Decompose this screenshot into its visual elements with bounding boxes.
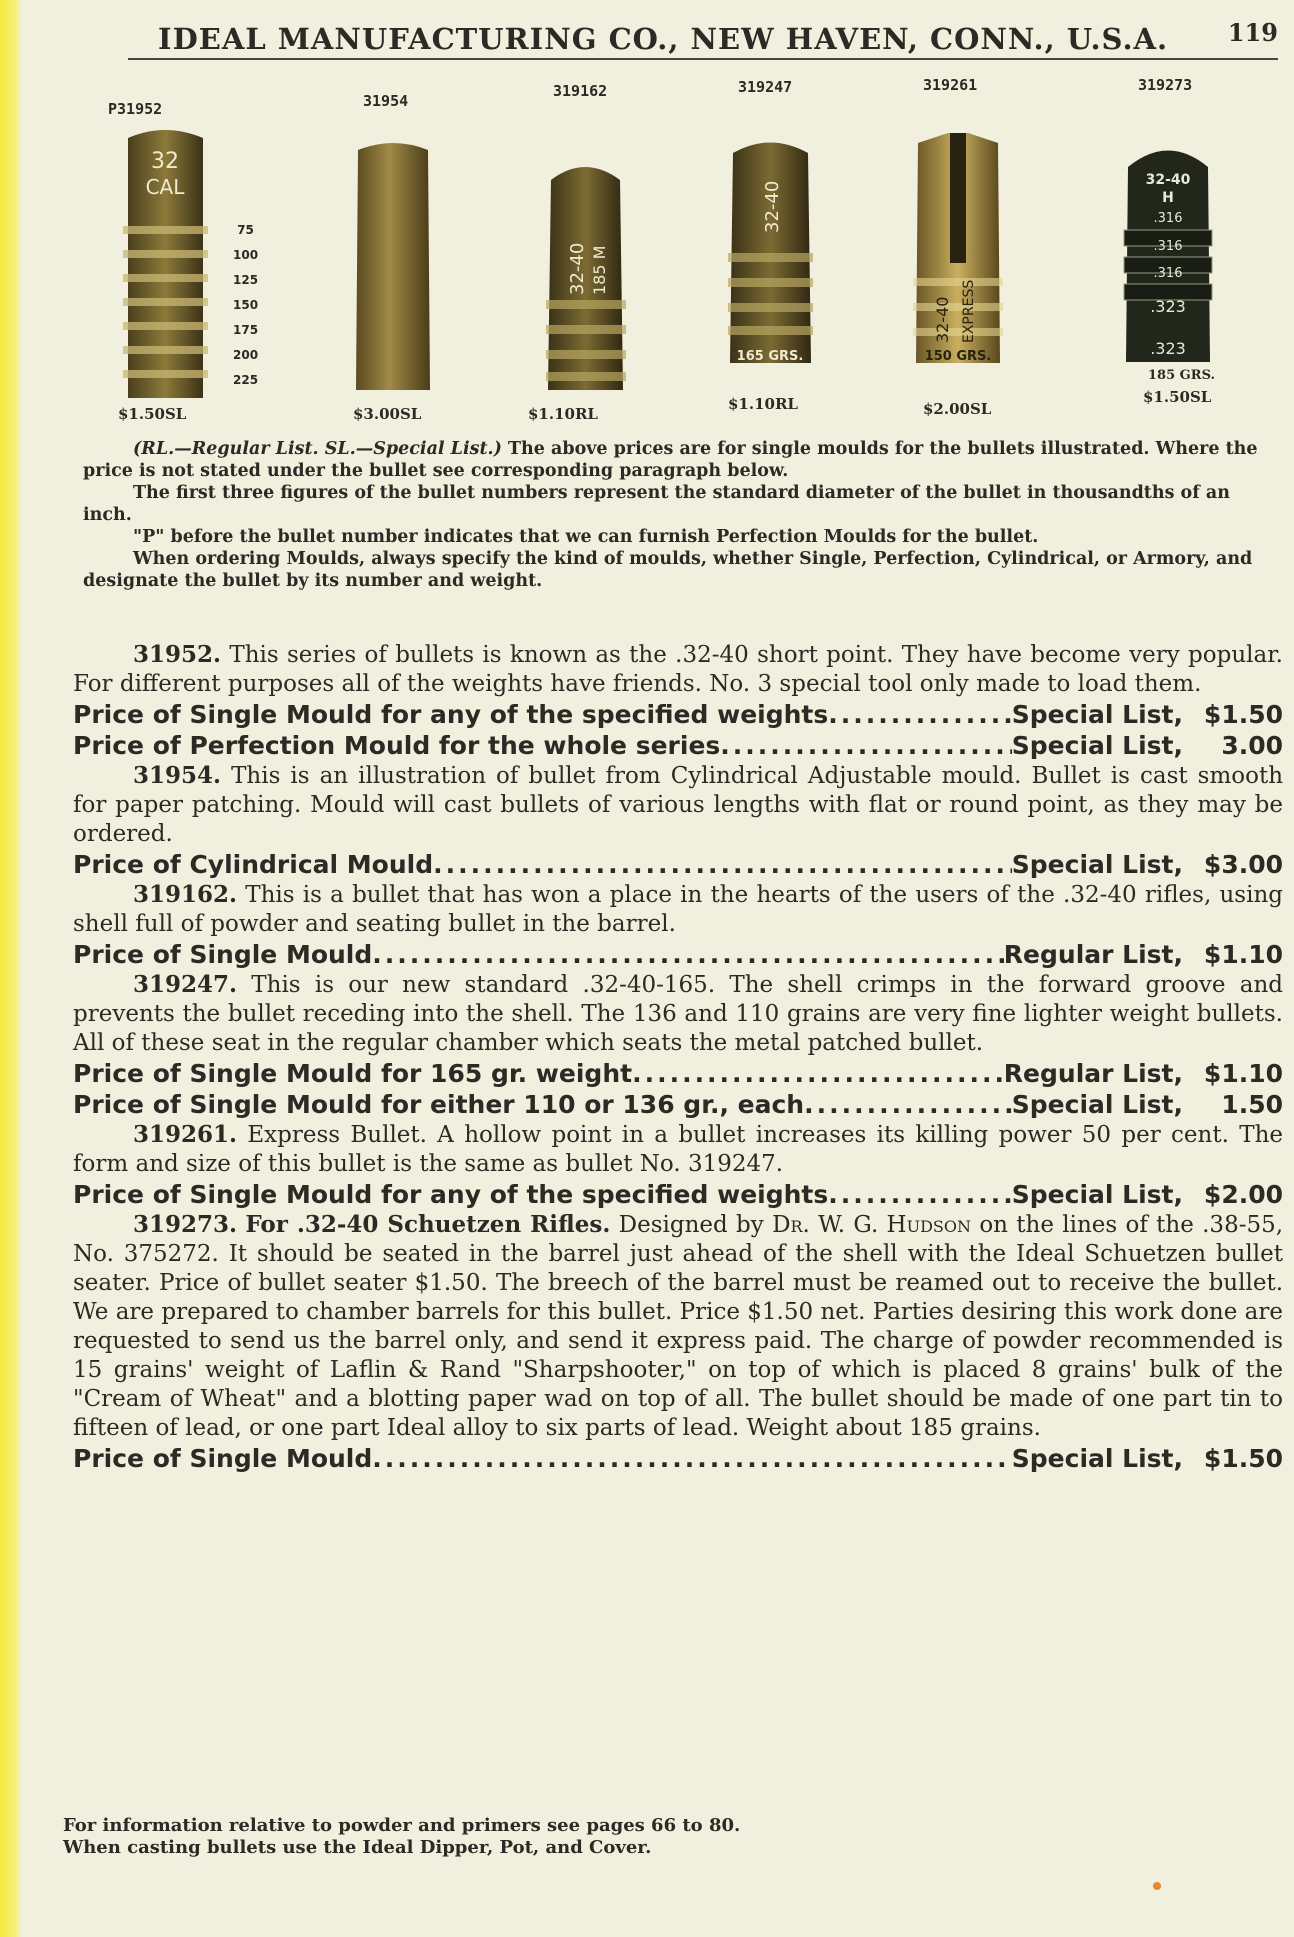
bullet-marking: EXPRESS [961,279,977,343]
section-heading: For .32-40 Schuetzen Rifles. [245,1211,611,1238]
section-text: This series of bullets is known as the .32-40 short point. They have become very popular. For different purposes all of the weights have friends. No. 3 special tool only made to load them. [73,642,1283,697]
weight-label: 175 [233,323,259,337]
bullet-image [908,128,1008,368]
weight-label: 125 [233,273,259,287]
bullet-marking: 32-40 [1145,172,1191,188]
section-text: Express Bullet. A hollow point in a bullet increases its killing power 50 per cent. The form and size of this bullet is the same as bullet No. 319247. [73,1122,1283,1177]
bullet-marking: CAL [145,175,185,199]
price-line: Price of Single Mould for either 110 or 136 gr., each ..... Special List, 1.50 [73,1089,1283,1120]
section-text: on the lines of the .38-55, No. 375272. It should be seated in the barrel just ahead of the shell with the Ideal Schuetzen bullet seater. Price of bullet seater $1.50. The breech of the barrel must be reamed out to receive the bullet. We are prepared to chamber barrels for this bullet. Price $1.50 net. Parties desiring this work done are requested to send us the barrel only, and send it express paid. The charge of powder recommended is 15 grains' weight of Laflin & Rand "Sharpshooter," on top of which is placed 8 grains' bulk of the "Cream of Wheat" and a blotting paper wad on top of all. The bullet should be made of one part tin to fifteen of lead, or one part Ideal alloy to six parts of lead. Weight about 185 grains. [73,1212,1284,1441]
price-legend [83,438,1273,592]
page-title: IDEAL MANUFACTURING CO., NEW HAVEN, CONN., U.S.A. [158,22,1169,56]
legend-text: "P" before the bullet number indicates that we can furnish Perfection Moulds for the bullet. [133,527,1039,547]
weight-label: 100 [233,248,259,262]
weight-label: 225 [233,373,259,387]
bullet-number: 319247 [738,78,793,96]
bullet-number: 319273 [1138,76,1193,94]
list-abbreviations: (RL.—Regular List. SL.—Special List.) [133,439,502,459]
bullet-marking: .316 [1153,239,1183,254]
section-text: This is a bullet that has won a place in the hearts of the users of the .32-40 rifles, using shell full of powder and seating bullet in the barrel. [73,882,1283,937]
bullet-image [543,160,628,395]
legend-text: When ordering Moulds, always specify the kind of moulds, whether Single, Perfection, Cylindrical, or Armory, and designate the bullet by its number and weight. [83,549,1253,591]
bullet-marking: .316 [1153,211,1183,226]
bullet-weight-label: 165 GRS. [736,349,804,364]
bullet-marking: .323 [1150,339,1186,358]
bullet-price: $1.50SL [1143,388,1212,406]
section-319261 [73,1120,1283,1210]
bullet-marking: .316 [1153,266,1183,281]
legend-text: The first three figures of the bullet numbers represent the standard diameter of the bullet in thousandths of an inch. [83,483,1230,525]
bullet-illustrations [88,70,1278,445]
page-number: 119 [1227,18,1278,47]
section-number: 319247. [133,971,238,998]
weight-scale [233,218,258,393]
price-line: Price of Single Mould ..... Special List, $1.50 [73,1443,1283,1474]
bullet-number: 319162 [553,82,608,100]
price-line: Price of Single Mould for any of the specified weights ..... Special List, $1.50 [73,699,1283,730]
section-number: 319162. [133,881,238,908]
price-line: Price of Single Mould ..... Regular List, $1.10 [73,939,1283,970]
section-31954 [73,761,1283,880]
section-number: 319261. [133,1121,238,1148]
bullet-number: 319261 [923,76,978,94]
page-header [128,8,1278,60]
price-line: Price of Perfection Mould for the whole series ..... Special List, 3.00 [73,730,1283,761]
footer-note: For information relative to powder and primers see pages 66 to 80. [63,1815,741,1836]
bullet-price: $2.00SL [923,400,992,418]
section-number: 31952. [133,641,222,668]
bullet-descriptions [73,640,1283,1474]
bullet-price: $3.00SL [353,405,422,423]
page-edge [0,0,22,1937]
section-text: Designed by [618,1212,764,1238]
bullet-marking: 32-40 [933,296,952,343]
catalog-page [28,0,1284,1937]
bullet-weight-label: 150 GRS. [924,349,992,364]
bullet-image [118,128,213,403]
section-text: This is our new standard .32-40-165. The shell crimps in the forward groove and prevents the bullet receding into the shell. The 136 and 110 grains are very fine lighter weight bullets. All of these seat in the regular chamber which seats the metal patched bullet. [73,972,1284,1056]
bullet-marking: 185 M [590,245,609,295]
bullet-number: P31952 [108,100,163,118]
section-31952 [73,640,1283,761]
bullet-marking: .323 [1150,297,1186,316]
bullet-image [723,138,818,368]
bullet-image [348,140,438,395]
section-text: This is an illustration of bullet from Cylindrical Adjustable mould. Bullet is cast smooth for paper patching. Mould will cast bullets of various lengths with flat or round point, as they may be ordered. [73,763,1284,847]
section-319273 [73,1210,1283,1474]
footer-note: When casting bullets use the Ideal Dipper, Pot, and Cover. [63,1837,652,1858]
price-line: Price of Cylindrical Mould ..... Special List, $3.00 [73,849,1283,880]
section-319247 [73,970,1283,1120]
section-number: 319273. [133,1211,238,1238]
price-line: Price of Single Mould for any of the specified weights ..... Special List, $2.00 [73,1179,1283,1210]
bullet-marking: 32 [151,149,179,174]
bullet-marking: H [1162,190,1174,206]
bullet-price: $1.10RL [528,405,598,423]
weight-label: 200 [233,348,259,362]
bullet-number: 31954 [363,92,409,110]
bullet-marking: 32-40 [567,242,588,295]
bullet-price: $1.10RL [728,395,798,413]
bullet-weight-label: 185 GRS. [1148,368,1216,383]
section-319162 [73,880,1283,970]
bullet-marking: 32-40 [762,180,783,233]
section-number: 31954. [133,762,222,789]
author-name: Dr. W. G. Hudson [772,1212,972,1238]
orange-mark [1153,1882,1161,1890]
bullet-price: $1.50SL [118,405,187,423]
price-line: Price of Single Mould for 165 gr. weight ..... Regular List, $1.10 [73,1058,1283,1089]
legend-text: The above prices are for single moulds for the bullets illustrated. Where the price is not stated under the bullet see corresponding paragraph below. [83,439,1258,481]
bullet-image [1118,142,1218,367]
page-footer [63,1815,1063,1859]
weight-label: 150 [233,298,259,312]
weight-label: 75 [237,223,254,237]
